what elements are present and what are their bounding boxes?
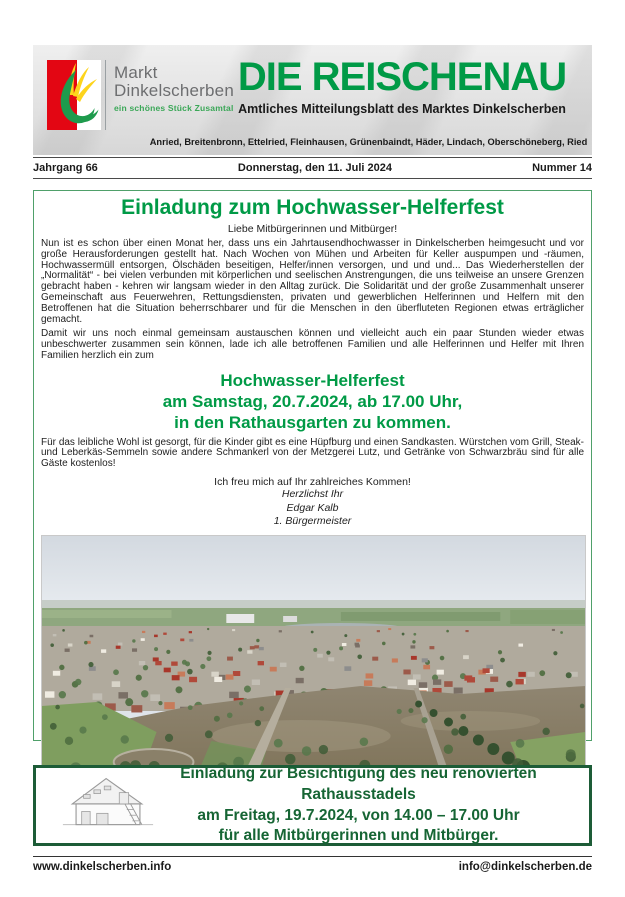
article-paragraph-1: Nun ist es schon über einen Monat her, dass uns ein Jahrtausendhochwasser in Dinkelscherben heimgesucht und vor große Herausforderungen gestellt hat. Nach Wochen von Mühen und Arbeiten für Keller auspumpen und -räumen, Hochwassermüll entsorgen, Ölschäden beseitigen, Helfer/innen versorgen, und und und... Das Wiederherstellen der „Normalität“ - bei vielen verbunden mit körperlichen und seelischen Anstrengungen, die uns teilweise an unsere Grenzen gebracht haben - kehren wir langsam wieder in den Alltag zurück. Die Solidarität und der große Zusammenhalt unserer Gemeinschaft aus Feuerwehren, Rettungsdiensten, privaten und gewerblichen Helferinnen und Helfern mit den Betroffenen hat die Situation beherrschbarer und für die Menschen in den überfluteten Regionen etwas erträglicher gemacht. — [41, 238, 584, 325]
event-line-3: in den Rathausgarten zu kommen. — [174, 413, 451, 433]
event-line-2: am Samstag, 20.7.2024, ab 17.00 Uhr, — [162, 392, 463, 412]
article-paragraph-3: Für das leibliche Wohl ist gesorgt, für die Kinder gibt es eine Hüpfburg und einen Sandkasten. Würstchen vom Grill, Steak- und Leberkäs-Semmeln sowie andere Schmankerl von der Metzgerei Lutz, und Getränke von Schwarzbräu sind für alle Gäste kostenlos! — [41, 436, 584, 470]
flood-aerial-photo — [41, 535, 586, 789]
issue-number: Nummer 14 — [532, 162, 592, 174]
invitation-text — [156, 764, 589, 848]
issue-date: Donnerstag, den 11. Juli 2024 — [237, 162, 392, 174]
issue-info-bar — [33, 157, 592, 179]
event-announcement — [41, 370, 584, 434]
article-salutation: Liebe Mitbürgerinnen und Mitbürger! — [227, 223, 398, 235]
brand-title-line1: Markt — [114, 63, 158, 82]
signature-line-2: Edgar Kalb — [286, 501, 339, 514]
brand-title-line2: Dinkelscherben — [114, 81, 234, 101]
newsletter-title: DIE REISCHENAU — [237, 55, 567, 99]
signature-line-1: Herzlichst Ihr — [281, 487, 344, 500]
signature-line-3: 1. Bürgermeister — [273, 515, 352, 528]
article-paragraph-2: Damit wir uns noch einmal gemeinsam austauschen können und vielleicht auch ein paar Stunden wieder etwas unbeschwerter zusammen sein können, lade ich alle betroffenen Familien und alle Helferinnen und Helfer mit Ihren Familien herzlich ein zum — [41, 328, 584, 361]
municipality-logo-block — [47, 60, 234, 130]
invitation-line-3: für alle Mitbürgerinnen und Mitbürger. — [218, 827, 499, 845]
footer-divider — [33, 856, 592, 857]
newsletter-subtitle: Amtliches Mitteilungsblatt des Marktes Dinkelscherben — [238, 102, 566, 116]
footer-website-link[interactable]: www.dinkelscherben.info — [33, 861, 172, 873]
event-line-1: Hochwasser-Helferfest — [220, 370, 405, 390]
article-box — [33, 190, 592, 741]
logo-divider — [105, 60, 106, 130]
footer — [33, 861, 592, 873]
brand-text — [114, 60, 234, 113]
article-closing: Ich freu mich auf Ihr zahlreiches Kommen! — [214, 475, 411, 488]
invitation-box — [33, 765, 592, 846]
brand-tagline: ein schönes Stück Zusamtal — [114, 102, 234, 113]
issue-volume: Jahrgang 66 — [33, 162, 98, 174]
dinkelscherben-logo-icon — [47, 60, 101, 130]
rathausstadel-drawing-icon — [60, 772, 156, 839]
invitation-line-1: Einladung zur Besichtigung des neu renovierten Rathausstadels — [180, 764, 537, 803]
masthead-banner — [33, 45, 592, 155]
districts-list: Anried, Breitenbronn, Ettelried, Fleinhausen, Grünenbaindt, Häder, Lindach, Oberschöneberg, Ried — [149, 137, 588, 147]
footer-email-link[interactable]: info@dinkelscherben.de — [458, 861, 592, 873]
invitation-line-2: am Freitag, 19.7.2024, von 14.00 – 17.00 Uhr — [197, 806, 520, 824]
article-title: Einladung zum Hochwasser-Helferfest — [121, 196, 504, 219]
masthead-block — [218, 57, 586, 116]
flood-photo-illustration — [42, 536, 585, 788]
